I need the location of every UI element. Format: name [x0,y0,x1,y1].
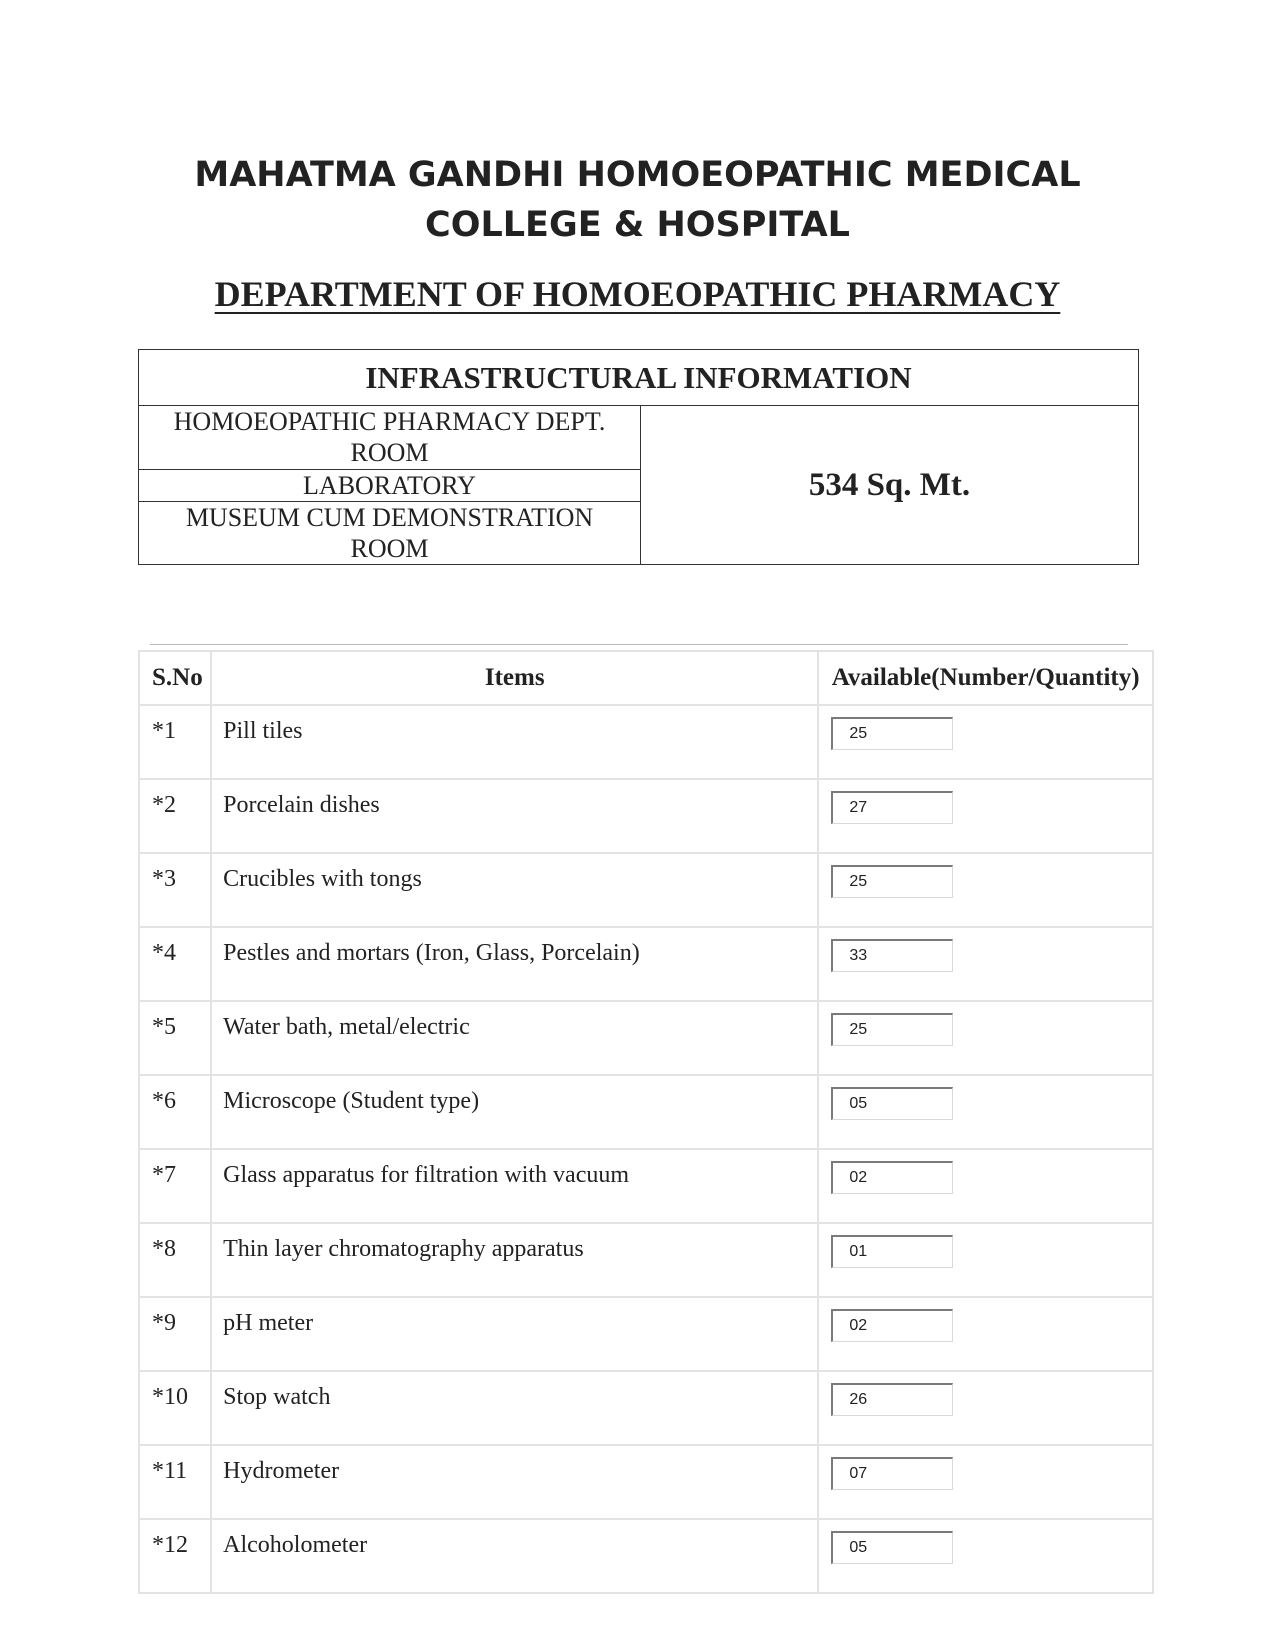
row-quantity-cell [818,705,1153,779]
room-name-line1: HOMOEOPATHIC PHARMACY DEPT. [173,407,606,436]
infrastructure-table [138,349,1139,565]
items-table [138,650,1154,1594]
row-item-name: Water bath, metal/electric [211,1001,818,1075]
row-sno: *10 [139,1371,211,1445]
table-row [139,1371,1153,1445]
room-name-line1: LABORATORY [303,471,476,500]
items-table-body [139,705,1153,1593]
quantity-field[interactable]: 02 [831,1161,953,1194]
quantity-field[interactable]: 25 [831,717,953,750]
row-sno: *5 [139,1001,211,1075]
room-name-line2: ROOM [350,438,429,467]
row-item-name: Microscope (Student type) [211,1075,818,1149]
row-sno: *9 [139,1297,211,1371]
infrastructure-area: 534 Sq. Mt. [808,466,971,503]
table-row [139,705,1153,779]
room-name-line1: MUSEUM CUM DEMONSTRATION [185,503,594,532]
row-sno: *1 [139,705,211,779]
row-sno: *7 [139,1149,211,1223]
quantity-field[interactable]: 25 [831,865,953,898]
separator-line [150,644,1128,645]
room-cell [139,502,640,564]
quantity-field[interactable]: 27 [831,791,953,824]
row-quantity-cell [818,1223,1153,1297]
room-cell [139,406,640,470]
college-title-line2: COLLEGE & HOSPITAL [425,205,850,245]
row-sno: *12 [139,1519,211,1593]
room-cell [139,470,640,502]
row-item-name: Stop watch [211,1371,818,1445]
room-name-line2: ROOM [350,534,429,563]
row-item-name: Alcoholometer [211,1519,818,1593]
row-sno: *2 [139,779,211,853]
quantity-field[interactable]: 02 [831,1309,953,1342]
row-quantity-cell [818,1297,1153,1371]
row-item-name: Crucibles with tongs [211,853,818,927]
row-quantity-cell [818,1001,1153,1075]
table-row [139,1519,1153,1593]
row-item-name: pH meter [211,1297,818,1371]
table-row [139,1149,1153,1223]
row-item-name: Hydrometer [211,1445,818,1519]
infrastructure-title: INFRASTRUCTURAL INFORMATION [139,350,1138,406]
table-row [139,1223,1153,1297]
row-item-name: Glass apparatus for filtration with vacuum [211,1149,818,1223]
table-row [139,779,1153,853]
row-sno: *6 [139,1075,211,1149]
row-quantity-cell [818,1075,1153,1149]
row-quantity-cell [818,853,1153,927]
header-items: Items [211,651,818,705]
row-sno: *4 [139,927,211,1001]
header-available: Available(Number/Quantity) [818,651,1153,705]
row-quantity-cell [818,1445,1153,1519]
row-quantity-cell [818,1149,1153,1223]
quantity-field[interactable]: 33 [831,939,953,972]
table-row [139,927,1153,1001]
department-title: DEPARTMENT OF HOMOEOPATHIC PHARMACY [214,274,1061,314]
row-sno: *3 [139,853,211,927]
row-quantity-cell [818,927,1153,1001]
row-sno: *8 [139,1223,211,1297]
row-sno: *11 [139,1445,211,1519]
quantity-field[interactable]: 05 [831,1531,953,1564]
table-row [139,1001,1153,1075]
header-sno: S.No [139,651,211,705]
row-quantity-cell [818,1519,1153,1593]
row-item-name: Pill tiles [211,705,818,779]
quantity-field[interactable]: 05 [831,1087,953,1120]
row-item-name: Porcelain dishes [211,779,818,853]
quantity-field[interactable]: 07 [831,1457,953,1490]
quantity-field[interactable]: 26 [831,1383,953,1416]
table-header-row [139,651,1153,705]
college-title-line1: MAHATMA GANDHI HOMOEOPATHIC MEDICAL [194,155,1081,195]
infrastructure-rooms [139,406,641,564]
row-quantity-cell [818,1371,1153,1445]
row-item-name: Thin layer chromatography apparatus [211,1223,818,1297]
table-row [139,1075,1153,1149]
college-title [180,150,1095,250]
table-row [139,853,1153,927]
quantity-field[interactable]: 25 [831,1013,953,1046]
table-row [139,1445,1153,1519]
row-quantity-cell [818,779,1153,853]
row-item-name: Pestles and mortars (Iron, Glass, Porcelain) [211,927,818,1001]
quantity-field[interactable]: 01 [831,1235,953,1268]
table-row [139,1297,1153,1371]
